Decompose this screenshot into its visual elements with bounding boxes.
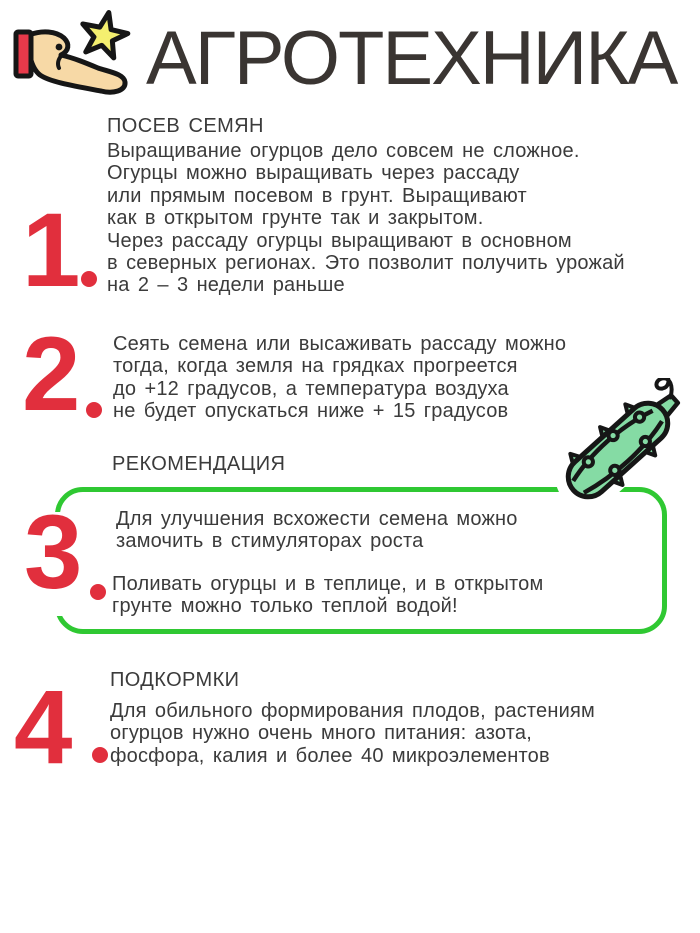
hand-offering-star-icon [12, 6, 140, 104]
knuckle-dot [56, 44, 63, 51]
step-1-number: 1 [22, 192, 81, 309]
text-line: Поливать огурцы и в теплице, и в открытом [112, 573, 544, 595]
text-line: грунте можно только теплой водой! [112, 595, 458, 618]
step-2-number: 2 [22, 316, 81, 433]
text-line: Огурцы можно выращивать через рассаду [107, 162, 520, 185]
text-line: до +12 градусов, а температура воздуха [113, 377, 509, 400]
text-line: на 2 – 3 недели раньше [107, 274, 345, 297]
text-line: как в открытом грунте так и закрытом. [107, 207, 484, 230]
cuff-shape [16, 32, 31, 76]
text-line: тогда, когда земля на грядках прогреется [113, 355, 518, 378]
recommendation-paragraph-1 [116, 508, 518, 553]
text-line: Выращивание огурцов дело совсем не сложное. [107, 140, 580, 162]
step-4-heading: ПОДКОРМКИ [110, 669, 240, 691]
star-icon [77, 8, 131, 60]
text-line: замочить в стимуляторах роста [116, 530, 424, 553]
step-3-number: 3 [24, 494, 83, 611]
step-2-paragraph [113, 333, 566, 423]
step-1-paragraph [107, 140, 625, 297]
step-4-number: 4 [14, 669, 73, 786]
text-line: фосфора, калия и более 40 микроэлементов [110, 744, 550, 767]
text-line: Для улучшения всхожести семена можно [116, 508, 518, 530]
step-4-paragraph [110, 700, 595, 767]
text-line: Через рассаду огурцы выращивают в основном [107, 229, 572, 252]
step-2-period-dot [86, 402, 102, 418]
text-line: огурцов нужно очень много питания: азота, [110, 722, 532, 745]
recommendation-paragraph-2 [112, 573, 543, 618]
step-1-period-dot [81, 271, 97, 287]
recommendation-heading: РЕКОМЕНДАЦИЯ [112, 453, 286, 475]
step-4-period-dot [92, 747, 108, 763]
text-line: или прямым посевом в грунт. Выращивают [107, 184, 527, 207]
text-line: Сеять семена или высаживать рассаду можно [113, 333, 567, 355]
page-title: АГРОТЕХНИКА [146, 16, 677, 101]
text-line: Для обильного формирования плодов, растениям [110, 700, 595, 722]
step-1-heading: ПОСЕВ СЕМЯН [107, 115, 264, 137]
step-3-period-dot [90, 584, 106, 600]
cucumber-icon [552, 378, 692, 513]
text-line: не будет опускаться ниже + 15 градусов [113, 400, 509, 423]
text-line: в северных регионах. Это позволит получить урожай [107, 252, 625, 275]
